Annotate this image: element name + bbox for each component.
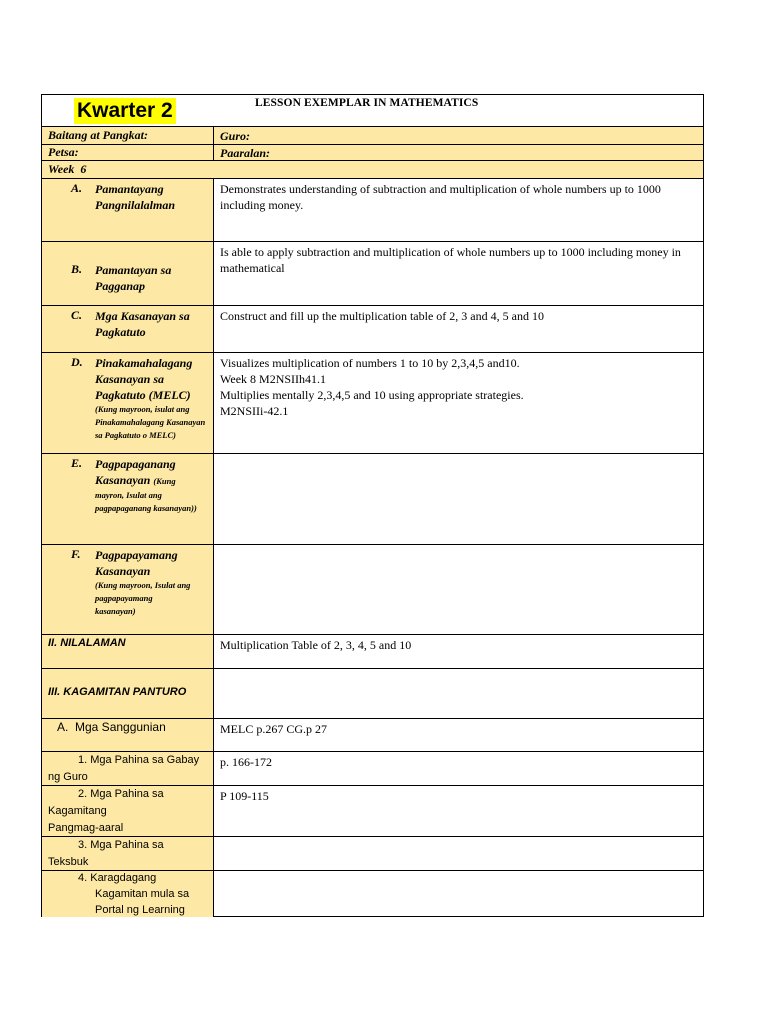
ref-3-line-2: Teksbuk (48, 856, 89, 868)
ref-4-line-2: Kagamitan mula sa (95, 888, 190, 900)
section-e-letter: E. (71, 456, 83, 470)
lesson-exemplar-table (41, 94, 704, 917)
section-f-letter: F. (71, 547, 81, 561)
row-baitang (42, 126, 703, 144)
petsa-label: Petsa: (48, 145, 79, 159)
section-d-label: Pinakamahalagang Kasanayan sa Pagkatuto (MELC) (95, 356, 193, 402)
section-f-note: (Kung mayroon, Isulat ang pagpapayamang kasanayan) (95, 580, 191, 616)
melc-line-4: M2NSIIi-42.1 (220, 404, 289, 418)
ref-4-content (214, 871, 703, 917)
sanggunian-label: A. Mga Sanggunian (57, 720, 166, 734)
section-f-content (214, 545, 703, 634)
row-section-a (42, 178, 703, 241)
row-nilalaman (42, 634, 703, 668)
ref-2-line-2: Kagamitang (48, 805, 107, 817)
kagamitan-content (214, 669, 703, 718)
row-kagamitan (42, 668, 703, 718)
section-c-letter: C. (71, 308, 83, 322)
section-e-content (214, 454, 703, 544)
section-d-content (214, 353, 703, 453)
melc-line-3: Multiplies mentally 2,3,4,5 and 10 using appropriate strategies. (220, 388, 524, 402)
nilalaman-label: II. NILALAMAN (48, 637, 126, 649)
paaralan-label: Paaralan: (220, 146, 271, 160)
row-ref-4 (42, 870, 703, 917)
row-petsa (42, 144, 703, 160)
section-e-note-inline: (Kung (153, 476, 176, 486)
ref-2-content: P 109-115 (220, 789, 269, 803)
ref-3-line-1: 3. Mga Pahina sa (78, 839, 164, 851)
section-b-letter: B. (71, 262, 83, 276)
document-title: LESSON EXEMPLAR IN MATHEMATICS (255, 97, 479, 109)
kwarter-label: Kwarter 2 (74, 98, 176, 124)
section-a-label: Pamantayang Pangnilalalman (95, 182, 176, 212)
ref-1-line-1: 1. Mga Pahina sa Gabay (78, 754, 200, 766)
row-ref-1 (42, 751, 703, 785)
ref-2-line-3: Pangmag-aaral (48, 822, 124, 834)
melc-line-1: Visualizes multiplication of numbers 1 to 10 by 2,3,4,5 and10. (220, 356, 520, 370)
section-b-content: Is able to apply subtraction and multiplication of whole numbers up to 1000 including money in mathematical (220, 245, 681, 275)
row-section-c (42, 305, 703, 352)
row-section-d (42, 352, 703, 453)
guro-label: Guro: (220, 129, 251, 143)
row-week (42, 160, 703, 178)
section-a-content: Demonstrates understanding of subtraction and multiplication of whole numbers up to 1000 including money. (220, 182, 661, 212)
baitang-label: Baitang at Pangkat: (48, 128, 149, 142)
ref-2-line-1: 2. Mga Pahina sa (78, 788, 164, 800)
ref-4-line-1: 4. Karagdagang (78, 872, 157, 884)
ref-4-line-3: Portal ng Learning (95, 904, 185, 916)
row-section-f (42, 544, 703, 634)
section-e-note: mayron, Isulat ang pagpapaganang kasanayan)) (95, 490, 197, 513)
section-e-label: Pagpapaganang Kasanayan (95, 457, 176, 487)
nilalaman-content: Multiplication Table of 2, 3, 4, 5 and 10 (220, 638, 412, 652)
section-a-letter: A. (71, 181, 83, 195)
week-label: Week 6 (48, 162, 87, 176)
section-d-note: (Kung mayroon, isulat ang Pinakamahalagang Kasanayan sa Pagkatuto o MELC) (95, 404, 206, 440)
section-f-label: Pagpapayamang Kasanayan (95, 548, 178, 578)
ref-1-content: p. 166-172 (220, 755, 272, 769)
sanggunian-content: MELC p.267 CG.p 27 (220, 722, 328, 736)
row-ref-2 (42, 785, 703, 836)
row-ref-3 (42, 836, 703, 870)
row-section-e (42, 453, 703, 544)
row-sanggunian (42, 718, 703, 751)
table-header (42, 95, 703, 126)
kagamitan-label: III. KAGAMITAN PANTURO (48, 686, 187, 698)
section-b-label: Pamantayan sa Pagganap (95, 263, 172, 293)
row-section-b (42, 241, 703, 305)
section-c-label: Mga Kasanayan sa Pagkatuto (95, 309, 190, 339)
section-c-content: Construct and fill up the multiplication table of 2, 3 and 4, 5 and 10 (220, 309, 544, 323)
melc-line-2: Week 8 M2NSIIh41.1 (220, 372, 327, 386)
section-d-letter: D. (71, 355, 83, 369)
ref-3-content (214, 837, 703, 870)
ref-1-line-2: ng Guro (48, 771, 88, 783)
